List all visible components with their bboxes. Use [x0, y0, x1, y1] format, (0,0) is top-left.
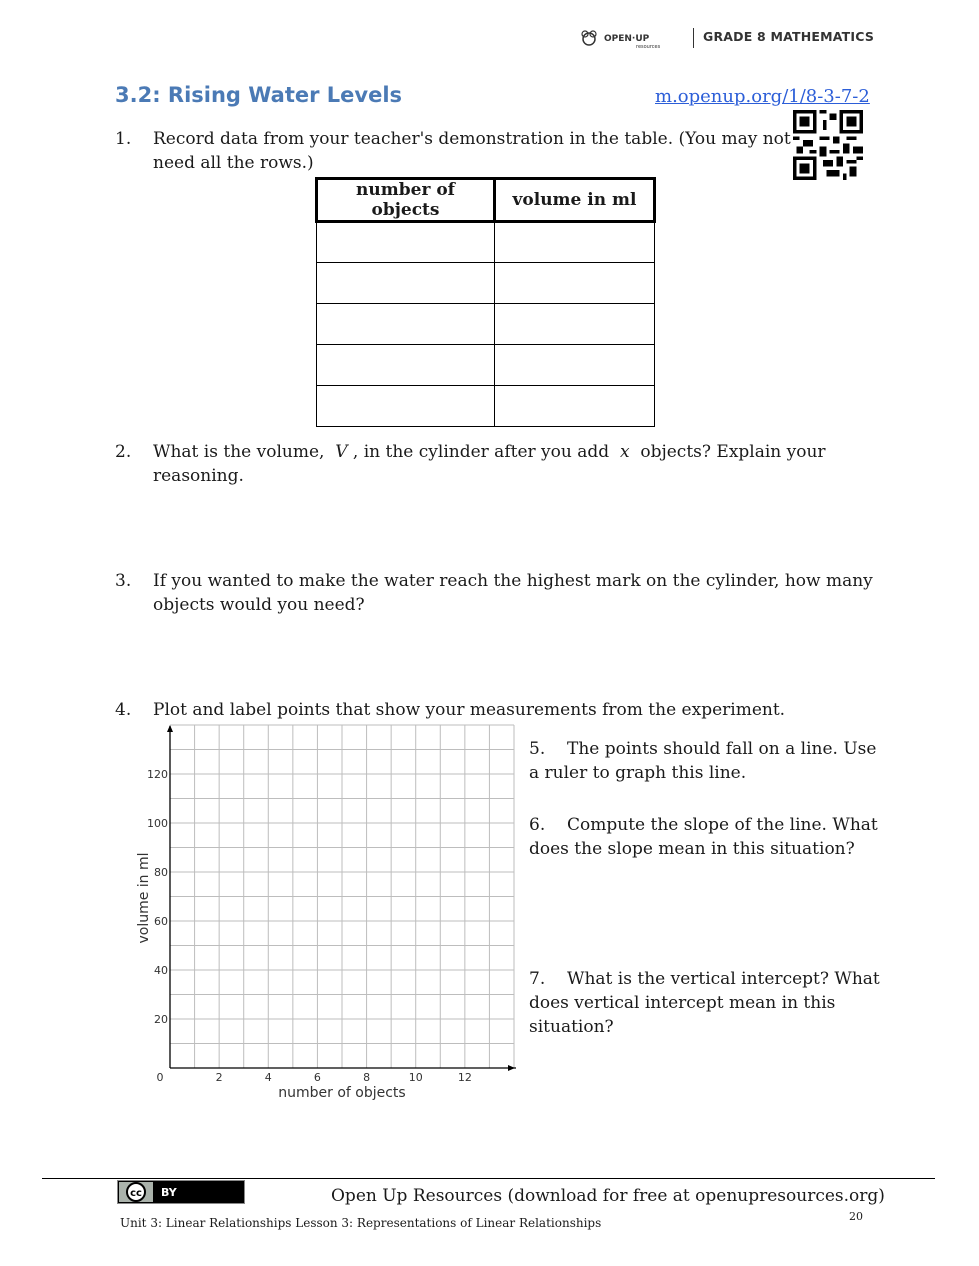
question-1-line-2: need all the rows.) [153, 153, 314, 173]
q2-var-x: x [619, 442, 630, 462]
q2-text-b: , in the cylinder after you add [352, 442, 610, 462]
y-tick-label: 40 [154, 964, 168, 977]
grid-lines [170, 725, 514, 1068]
cc-by-license-icon[interactable] [117, 1180, 245, 1204]
data-table [315, 177, 656, 427]
table-row [317, 222, 655, 263]
y-tick-label: 120 [147, 768, 168, 781]
y-tick-label: 60 [154, 915, 168, 928]
question-2-line-1 [153, 440, 826, 464]
question-2-line-2: reasoning. [153, 466, 244, 486]
question-7-line-2: does vertical intercept mean in this [529, 993, 836, 1013]
question-7-text [529, 967, 880, 1039]
y-axis-label: volume in ml [136, 852, 152, 944]
footer-rule [42, 1178, 935, 1179]
question-5-text [529, 737, 876, 785]
y-tick-label: 80 [154, 866, 168, 879]
table-header-row [317, 179, 655, 222]
table-cell[interactable] [317, 304, 495, 345]
y-tick-label: 20 [154, 1013, 168, 1026]
footer-unit: Unit 3: Linear Relationships Lesson 3: Representations of Linear Relationships [120, 1216, 602, 1230]
tick-labels [147, 768, 472, 1084]
question-3-line-2: objects would you need? [153, 595, 365, 615]
q2-text-a: What is the volume, [153, 442, 325, 462]
question-5-number: 5. [529, 739, 546, 759]
table-cell[interactable] [317, 345, 495, 386]
q2-text-c: objects? Explain your [640, 442, 826, 462]
table-cell[interactable] [495, 345, 655, 386]
question-4-number: 4. [115, 700, 132, 720]
table-header-volume: volume in ml [495, 179, 655, 222]
coordinate-grid[interactable] [130, 722, 530, 1112]
logo-sub: resources [636, 44, 661, 50]
table-cell[interactable] [495, 386, 655, 427]
x-tick-label: 4 [264, 1071, 272, 1084]
question-2-text [153, 440, 826, 488]
q2-var-v: V [335, 442, 348, 462]
question-7-number: 7. [529, 969, 546, 989]
table-cell[interactable] [317, 222, 495, 263]
cc-by-label: BY [161, 1186, 177, 1199]
question-3-text [153, 569, 873, 617]
y-tick-label: 100 [147, 817, 168, 830]
logo-word: OPEN·UP [604, 34, 650, 44]
table-cell[interactable] [317, 263, 495, 304]
table-cell[interactable] [317, 386, 495, 427]
table-cell[interactable] [495, 222, 655, 263]
x-axis-label: number of objects [278, 1085, 406, 1101]
question-1-line-1: Record data from your teacher's demonstration in the table. (You may not [153, 129, 791, 149]
x-tick-label: 2 [215, 1071, 223, 1084]
question-6-line-1 [529, 813, 878, 837]
question-6-text [529, 813, 878, 861]
logo-bee-icon [583, 33, 595, 45]
question-1-number: 1. [115, 129, 132, 149]
table-row [317, 304, 655, 345]
question-5-line-1-text: The points should fall on a line. Use [567, 739, 877, 759]
table-header-objects: number of objects [317, 179, 495, 222]
question-6-line-2: does the slope mean in this situation? [529, 839, 855, 859]
open-up-logo [580, 28, 680, 50]
page-number: 20 [849, 1210, 863, 1223]
question-7-line-3: situation? [529, 1017, 614, 1037]
question-6-line-1-text: Compute the slope of the line. What [567, 815, 878, 835]
x-tick-label: 6 [313, 1071, 321, 1084]
question-7-line-1 [529, 967, 880, 991]
question-5-line-2: a ruler to graph this line. [529, 763, 747, 783]
x-tick-label: 10 [408, 1071, 423, 1084]
header-separator [693, 28, 694, 48]
x-tick-label: 12 [457, 1071, 472, 1084]
question-7-line-1-text: What is the vertical intercept? What [567, 969, 880, 989]
table-cell[interactable] [495, 304, 655, 345]
table-cell[interactable] [495, 263, 655, 304]
question-6-number: 6. [529, 815, 546, 835]
qr-code-icon[interactable] [793, 110, 863, 180]
header-grade: GRADE 8 MATHEMATICS [703, 29, 875, 44]
question-1-text [153, 127, 791, 175]
table-row [317, 263, 655, 304]
section-title: 3.2: Rising Water Levels [115, 83, 403, 107]
lesson-link[interactable]: m.openup.org/1/8-3-7-2 [655, 86, 870, 107]
footer-text: Open Up Resources (download for free at openupresources.org) [331, 1186, 885, 1206]
table-row [317, 386, 655, 427]
table-row [317, 345, 655, 386]
question-5-line-1 [529, 737, 876, 761]
y-axis-arrow-icon [167, 725, 173, 732]
origin-label: 0 [156, 1071, 164, 1084]
x-tick-label: 8 [363, 1071, 371, 1084]
question-3-number: 3. [115, 571, 132, 591]
svg-text:cc: cc [130, 1188, 142, 1199]
question-2-number: 2. [115, 442, 132, 462]
question-3-line-1: If you wanted to make the water reach the highest mark on the cylinder, how many [153, 571, 873, 591]
question-4-text: Plot and label points that show your measurements from the experiment. [153, 700, 786, 720]
